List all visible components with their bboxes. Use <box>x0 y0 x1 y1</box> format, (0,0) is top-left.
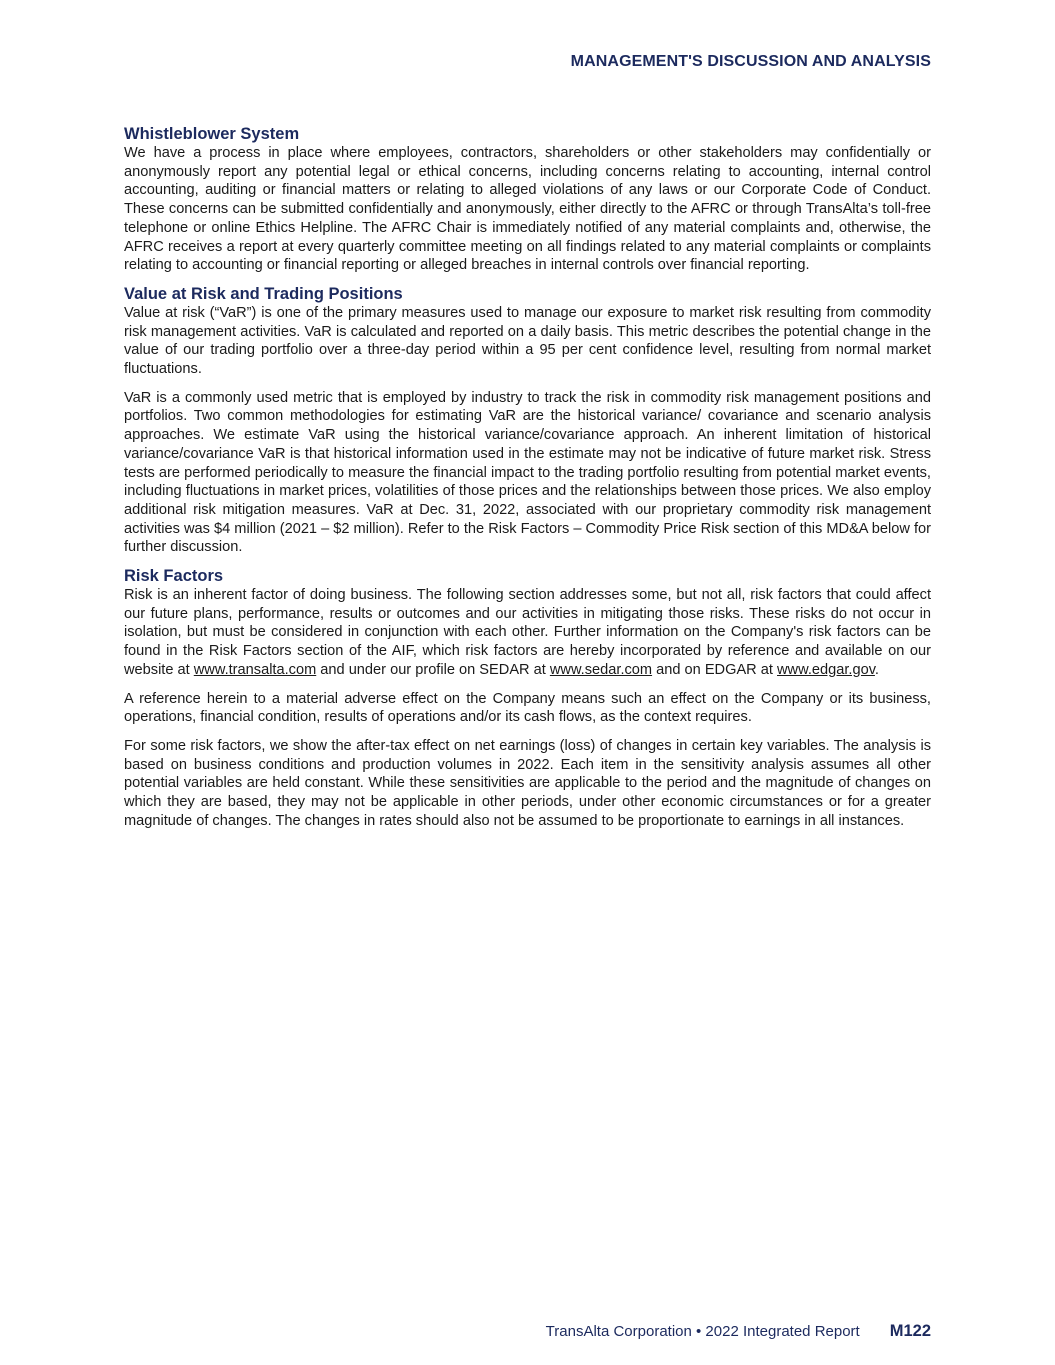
var-section <box>124 285 931 557</box>
risk-p1-mid1: and under our profile on SEDAR at <box>316 661 550 678</box>
whistleblower-paragraph: We have a process in place where employees, contractors, shareholders or other stakeholders may confidentially or anonymously report any potential legal or ethical concerns, including concerns relating to accounting, internal control accounting, auditing or financial matters or relating to alleged violations of any laws or our Corporate Code of Conduct. These concerns can be submitted confidentially and anonymously, either directly to the AFRC or through TransAlta’s toll-free telephone or online Ethics Helpline. The AFRC Chair is immediately notified of any material complaints and, otherwise, the AFRC receives a report at every quarterly committee meeting on all findings related to any material complaints or complaints relating to accounting or financial reporting or alleged breaches in internal controls over financial reporting. <box>124 145 931 274</box>
risk-p1-text: Risk is an inherent factor of doing business. The following section addresses some, but not all, risk factors that could affect our future plans, performance, results or outcomes and our activities in mitigating those risks. These risks do not occur in isolation, but must be considered in conjunction with each other. Further information on the Company's risk factors can be found in the Risk Factors section of the AIF, which risk factors are hereby incorporated by reference and available on our website at <box>124 587 931 678</box>
page-header: MANAGEMENT'S DISCUSSION AND ANALYSIS <box>570 53 931 70</box>
page-content <box>124 125 931 839</box>
risk-p1-end: . <box>874 661 879 678</box>
risk-paragraph-1 <box>124 586 931 680</box>
page-number: M122 <box>889 1322 931 1340</box>
sedar-link[interactable]: www.sedar.com <box>549 661 653 678</box>
risk-paragraph-3: For some risk factors, we show the after-tax effect on net earnings (loss) of changes in certain key variables. The analysis is based on business conditions and production volumes in 2022. Each item in the sensitivity analysis assumes all other potential variables are held constant. While these sensitivities are applicable to the period and the magnitude of changes on which they are based, they may not be applicable in other periods, under other economic circumstances or for a greater magnitude of changes. The changes in rates should also not be assumed to be proportionate to earnings in all instances. <box>124 737 931 829</box>
risk-heading: Risk Factors <box>124 567 224 586</box>
risk-paragraph-2: A reference herein to a material adverse effect on the Company means such an effect on the Company or its business, operations, financial condition, results of operations and/or its cash flows, as the context requires. <box>124 690 931 726</box>
whistleblower-section <box>124 125 931 275</box>
risk-p1-mid2: and on EDGAR at <box>652 661 778 678</box>
page-footer <box>124 1322 931 1341</box>
whistleblower-heading: Whistleblower System <box>124 125 300 143</box>
var-paragraph-1: Value at risk (“VaR”) is one of the primary measures used to manage our exposure to market risk resulting from commodity risk management activities. VaR is calculated and reported on a daily basis. This metric describes the potential change in the value of our trading portfolio over a three-day period within a 95 per cent confidence level, resulting from normal market fluctuations. <box>124 304 931 378</box>
var-heading: Value at Risk and Trading Positions <box>124 284 403 303</box>
transalta-link[interactable]: www.transalta.com <box>193 661 317 678</box>
var-paragraph-2: VaR is a commonly used metric that is employed by industry to track the risk in commodity risk management positions and portfolios. Two common methodologies for estimating VaR are the historical variance/ covariance and scenario analysis approaches. We estimate VaR using the historical variance/covariance approach. An inherent limitation of historical variance/covariance VaR is that historical information used in the estimate may not be indicative of future market risk. Stress tests are performed periodically to measure the financial impact to the trading portfolio resulting from potential market events, including fluctuations in market prices, volatilities of those prices and the relationships between those prices. We also employ additional risk mitigation measures. VaR at Dec. 31, 2022, associated with our proprietary commodity risk management activities was $4 million (2021 – $2 million). Refer to the Risk Factors – Commodity Price Risk section of this MD&A below for further discussion. <box>124 389 932 556</box>
edgar-link[interactable]: www.edgar.gov <box>777 661 875 678</box>
footer-report-title: TransAlta Corporation • 2022 Integrated Report <box>545 1323 860 1340</box>
risk-section <box>124 567 931 830</box>
